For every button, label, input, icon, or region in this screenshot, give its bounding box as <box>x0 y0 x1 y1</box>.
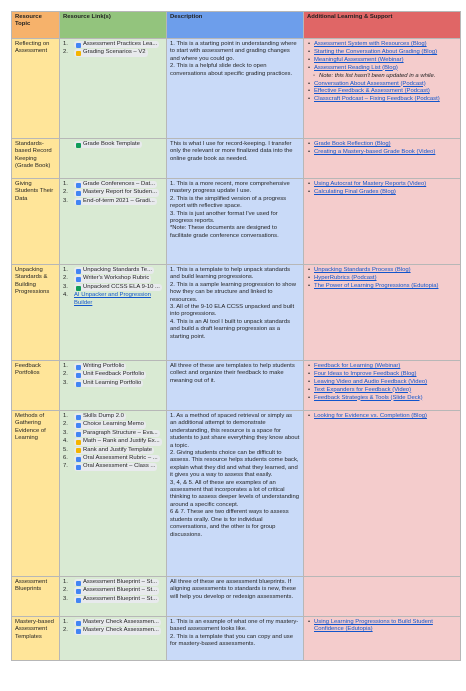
support-link-text[interactable]: Feedback for Learning (Webinar) <box>314 363 401 369</box>
resource-number: 4. <box>63 438 68 445</box>
google-docs-icon <box>76 629 81 634</box>
file-chip-name: End-of-term 2021 – Gradi... <box>83 197 155 204</box>
support-link-text[interactable]: Conversation About Assessment (Podcast) <box>314 80 426 87</box>
google-docs-icon <box>76 589 81 594</box>
file-chip[interactable] <box>74 596 159 603</box>
additional-support-cell <box>304 617 461 661</box>
resource-number: 2. <box>63 421 68 428</box>
table-row <box>12 139 461 179</box>
support-link-text[interactable]: Calculating Final Grades (Blog) <box>314 188 396 195</box>
file-chip-name: Mastery Report for Studen... <box>83 189 157 196</box>
file-chip-name: Grade Book Template <box>83 141 140 147</box>
file-chip-name: Math – Rank and Justify Ex... <box>83 438 160 445</box>
google-docs-icon <box>76 382 81 387</box>
support-link-text[interactable]: Text Expanders for Feedback (Video) <box>314 386 412 393</box>
file-chip[interactable] <box>74 380 143 387</box>
resource-item <box>63 371 163 378</box>
support-note: ◦ Note: this list hasn't been updated in a while. <box>307 73 457 80</box>
resource-number: 3. <box>63 197 68 204</box>
file-chip-name: Unpacked CCSS ELA 9-10 ... <box>83 283 160 290</box>
topic-cell: Assessment Blueprints <box>12 577 60 617</box>
google-slides-icon <box>76 448 81 453</box>
resource-number: 2. <box>63 275 68 282</box>
file-chip-name: Writing Portfolio <box>83 363 125 369</box>
support-link[interactable] <box>307 267 457 274</box>
support-link[interactable] <box>307 413 457 420</box>
google-docs-icon <box>76 621 81 626</box>
resource-number: 6. <box>63 455 68 462</box>
header-row <box>12 12 461 39</box>
header-resource-links: Resource Link(s) <box>60 12 167 39</box>
description-cell: All three of these are templates to help students collect and organize their feedback to make meaning out of it. <box>167 361 304 411</box>
resource-item <box>63 292 163 307</box>
description-cell: All three of these are assessment blueprints. If aligning assessments to standards is new, these will help you develop or redesign assessments. <box>167 577 304 617</box>
file-chip[interactable] <box>74 447 154 454</box>
header-additional-support: Additional Learning & Support <box>304 12 461 39</box>
resource-number: 2. <box>63 49 68 56</box>
resource-item <box>63 627 163 634</box>
file-chip[interactable] <box>74 181 157 188</box>
support-link[interactable] <box>307 65 457 72</box>
google-docs-icon <box>76 415 81 420</box>
support-link-text[interactable]: Classcraft Podcast – Fixing Feedback (Podcast) <box>314 96 440 103</box>
table-row <box>12 39 461 139</box>
support-link[interactable] <box>307 181 457 188</box>
topic-cell: Feedback Portfolios <box>12 361 60 411</box>
file-chip[interactable] <box>74 284 162 291</box>
resource-links-cell <box>60 577 167 617</box>
google-docs-icon <box>76 277 81 282</box>
google-docs-icon <box>76 423 81 428</box>
resource-links-cell <box>60 139 167 179</box>
resource-item <box>63 49 163 56</box>
google-docs-icon <box>76 581 81 586</box>
google-slides-icon <box>76 440 81 445</box>
description-cell: 1. This is a template to help unpack standards and build learning progressions. 2. This is a sample learning progression to show how they can be structure and linked to resources. 3. All of the 9-10 ELA CCSS unpacked and built into progressions. 4. This is an AI tool I built to unpack standards and build a draft learning progression as a starting point. <box>167 265 304 361</box>
description-cell: 1. This is a more recent, more comprehensive mastery progress update I use. 2. This is the simplified version of a progress report with reflective space. 3. This is just another format I've used for progress reports. *Note: These documents are designed to facilitate grade conference conversations. <box>167 179 304 265</box>
resource-item <box>63 619 163 626</box>
resource-links-cell <box>60 617 167 661</box>
resource-item <box>63 41 163 48</box>
topic-cell: Mastery-based Assessment Templates <box>12 617 60 661</box>
resource-links-cell <box>60 265 167 361</box>
google-docs-icon <box>76 269 81 274</box>
support-link-text[interactable]: Effective Feedback & Assessment (Podcast) <box>314 88 430 95</box>
support-link[interactable] <box>307 379 457 386</box>
resource-number: 5. <box>63 446 68 453</box>
resource-number: 1. <box>63 41 68 47</box>
file-chip[interactable] <box>74 455 160 462</box>
resource-item <box>63 141 163 148</box>
file-chip-name: Assessment Blueprint – St... <box>83 587 157 594</box>
file-chip[interactable] <box>74 189 159 196</box>
resource-number: 1. <box>63 413 68 419</box>
table-row <box>12 361 461 411</box>
resource-number: 2. <box>63 371 68 378</box>
file-chip[interactable] <box>74 363 126 370</box>
file-chip-name: Unit Feedback Portfolio <box>83 371 145 378</box>
google-docs-icon <box>76 365 81 370</box>
file-chip[interactable] <box>74 49 148 56</box>
resource-item <box>63 596 163 603</box>
additional-support-cell <box>304 265 461 361</box>
support-link[interactable] <box>307 149 457 156</box>
additional-support-cell <box>304 577 461 617</box>
support-link-text[interactable]: Feedback Strategies & Tools (Slide Deck) <box>314 394 423 401</box>
file-chip-name: Choice Learning Memo <box>83 421 144 428</box>
table-row <box>12 617 461 661</box>
file-chip[interactable] <box>74 579 159 586</box>
support-link[interactable] <box>307 41 457 48</box>
file-chip[interactable] <box>74 371 146 378</box>
resource-item <box>63 380 163 387</box>
support-link-text[interactable]: Assessment Reading List (Blog) <box>314 64 398 71</box>
google-docs-icon <box>76 183 81 188</box>
file-chip[interactable] <box>74 141 142 148</box>
resource-item <box>63 421 163 428</box>
resource-item <box>63 438 163 445</box>
support-link[interactable] <box>307 619 457 634</box>
resource-item <box>63 579 163 586</box>
topic-cell: Methods of Gathering Evidence of Learning <box>12 411 60 577</box>
file-chip[interactable] <box>74 421 146 428</box>
support-link[interactable] <box>307 96 457 103</box>
resource-number: 1. <box>63 181 68 187</box>
google-docs-icon <box>76 200 81 205</box>
file-chip-name: Unit Learning Portfolio <box>83 379 142 386</box>
support-link[interactable] <box>307 283 457 290</box>
resource-item <box>63 413 163 420</box>
description-cell: 1. As a method of spaced retrieval or simply as an additional attempt to demonstrate understanding, this resource is a space for students to just share everything they know about a topic. 2. Giving students choice can be difficult to assess. This resource helps students come back, explain what they did and what they learned, and it gives you a way to assess that easily. 3, 4, & 5. All of these are examples of an assessment that incorporates a lot of critical thinking to assess deeper levels of understanding around a specific concept. 6 & 7. These are two different ways to assess students orally. One is for individual conversations, and the other is for group discussions. <box>167 411 304 577</box>
topic-cell: Reflecting on Assessment <box>12 39 60 139</box>
resource-link[interactable]: AI Unpacker and Progression Builder <box>74 292 151 306</box>
support-link-text[interactable]: Using Learning Progressions to Build Student Confidence (Edutopia) <box>314 619 433 633</box>
resource-item <box>63 189 163 196</box>
google-docs-icon <box>76 43 81 48</box>
google-slides-icon <box>76 51 81 56</box>
support-link[interactable] <box>307 371 457 378</box>
support-link[interactable] <box>307 275 457 282</box>
google-docs-icon <box>76 373 81 378</box>
file-chip-name: Rank and Justify Template <box>83 446 152 453</box>
resource-table <box>11 11 461 661</box>
file-chip[interactable] <box>74 463 157 470</box>
resource-number: 4. <box>63 292 68 299</box>
resource-item <box>63 363 163 370</box>
resource-number: 3. <box>63 595 68 602</box>
description-cell: This is what I use for record-keeping. I transfer only the relevant or more finalized data into the online grade book as needed. <box>167 139 304 179</box>
additional-support-cell <box>304 179 461 265</box>
resource-item <box>63 275 163 282</box>
support-link-text[interactable]: Four Ideas to Improve Feedback (Blog) <box>314 370 417 377</box>
table-row <box>12 179 461 265</box>
additional-support-cell <box>304 361 461 411</box>
resource-item <box>63 447 163 454</box>
description-cell: 1. This is a starting point in understanding where to start with assessment and grading changes and where you could go. 2. This is a helpful slide deck to open conversations about specific grading practices. <box>167 39 304 139</box>
table-row <box>12 577 461 617</box>
support-link[interactable] <box>307 88 457 95</box>
support-link[interactable] <box>307 363 457 370</box>
header-topic: Resource Topic <box>12 12 60 39</box>
resource-item <box>63 284 163 291</box>
file-chip-name: Grading Scenarios – V2 <box>83 49 146 56</box>
resource-item <box>63 181 163 188</box>
support-link-text[interactable]: The Power of Learning Progressions (Edutopia) <box>314 282 439 289</box>
resource-number: 1. <box>63 363 68 369</box>
support-link[interactable] <box>307 387 457 394</box>
file-chip[interactable] <box>74 413 126 420</box>
file-chip[interactable] <box>74 267 154 274</box>
topic-cell: Giving Students Their Data <box>12 179 60 265</box>
header-description: Description <box>167 12 304 39</box>
support-link-text[interactable]: Leaving Video and Audio Feedback (Video) <box>314 378 428 385</box>
resource-links-cell <box>60 361 167 411</box>
file-chip-name: Mastery Check Assessmen... <box>83 619 159 625</box>
resource-number: 1. <box>63 579 68 585</box>
resource-item <box>63 267 163 274</box>
resource-number: 3. <box>63 429 68 436</box>
support-link[interactable] <box>307 81 457 88</box>
support-link[interactable] <box>307 141 457 148</box>
additional-support-cell <box>304 411 461 577</box>
file-chip-name: Unpacking Standards Te... <box>83 267 152 273</box>
support-link[interactable] <box>307 189 457 196</box>
resource-links-cell <box>60 411 167 577</box>
resource-links-cell <box>60 39 167 139</box>
google-docs-icon <box>76 457 81 462</box>
resource-item <box>63 198 163 205</box>
resource-number: 3. <box>63 283 68 290</box>
resource-item <box>63 430 163 437</box>
file-chip[interactable] <box>74 275 151 282</box>
file-chip-name: Assessment Practices Lea... <box>83 41 158 47</box>
topic-cell: Standards-based Record Keeping (Grade Book) <box>12 139 60 179</box>
support-link[interactable] <box>307 49 457 56</box>
table-row <box>12 265 461 361</box>
file-chip-name: Writer's Workshop Rubric <box>83 275 150 282</box>
google-docs-icon <box>76 465 81 470</box>
file-chip[interactable] <box>74 627 161 634</box>
file-chip-name: Assessment Blueprint – St... <box>83 595 157 602</box>
resource-item <box>63 455 163 462</box>
resource-item <box>63 463 163 470</box>
resource-number: 1. <box>63 619 68 625</box>
support-link-text[interactable]: Grade Book Reflection (Blog) <box>314 141 391 147</box>
description-cell: 1. This is an example of what one of my mastery-based assessment looks like. 2. This is a template that you can copy and use for mastery-based assessments. <box>167 617 304 661</box>
file-chip-name: Oral Assessment – Class ... <box>83 463 156 470</box>
file-chip[interactable] <box>74 438 162 445</box>
google-docs-icon <box>76 191 81 196</box>
additional-support-cell <box>304 39 461 139</box>
support-link-text[interactable]: HyperRubrics (Podcast) <box>314 274 377 281</box>
file-chip-name: Skills Dump 2.0 <box>83 413 124 419</box>
google-sheets-icon <box>76 143 81 148</box>
support-link[interactable] <box>307 57 457 64</box>
support-link-text[interactable]: Assessment System with Resources (Blog) <box>314 41 427 47</box>
file-chip-name: Oral Assessment Rubric – ... <box>83 455 158 462</box>
resource-number: 3. <box>63 379 68 386</box>
additional-support-cell <box>304 139 461 179</box>
resource-number: 1. <box>63 267 68 273</box>
resource-number: 7. <box>63 463 68 470</box>
google-sheets-icon <box>76 286 81 291</box>
resource-item <box>63 587 163 594</box>
table-row <box>12 411 461 577</box>
support-link-text[interactable]: Creating a Mastery-based Grade Book (Video) <box>314 148 436 155</box>
google-docs-icon <box>76 598 81 603</box>
file-chip[interactable] <box>74 619 161 626</box>
topic-cell: Unpacking Standards & Building Progressions <box>12 265 60 361</box>
file-chip[interactable] <box>74 41 159 48</box>
support-link-text[interactable]: Unpacking Standards Process (Blog) <box>314 267 411 273</box>
file-chip[interactable] <box>74 198 157 205</box>
support-link-text[interactable]: Starting the Conversation About Grading (Blog) <box>314 48 438 55</box>
file-chip-name: Grade Conferences – Dat... <box>83 181 156 187</box>
resource-number: 2. <box>63 189 68 196</box>
file-chip-name: Mastery Check Assessmen... <box>83 627 159 634</box>
resource-number: 2. <box>63 587 68 594</box>
file-chip-name: Assessment Blueprint – St... <box>83 579 157 585</box>
resource-number: 2. <box>63 627 68 634</box>
support-link-text[interactable]: Looking for Evidence vs. Completion (Blog) <box>314 413 427 419</box>
resource-links-cell <box>60 179 167 265</box>
file-chip[interactable] <box>74 430 160 437</box>
file-chip-name: Paragraph Structure – Eva... <box>83 429 158 436</box>
support-link[interactable] <box>307 395 457 402</box>
support-link-text[interactable]: Using Autocrat for Mastery Reports (Video) <box>314 181 427 187</box>
file-chip[interactable] <box>74 587 159 594</box>
google-docs-icon <box>76 432 81 437</box>
support-link-text[interactable]: Meaningful Assessment (Webinar) <box>314 56 404 63</box>
